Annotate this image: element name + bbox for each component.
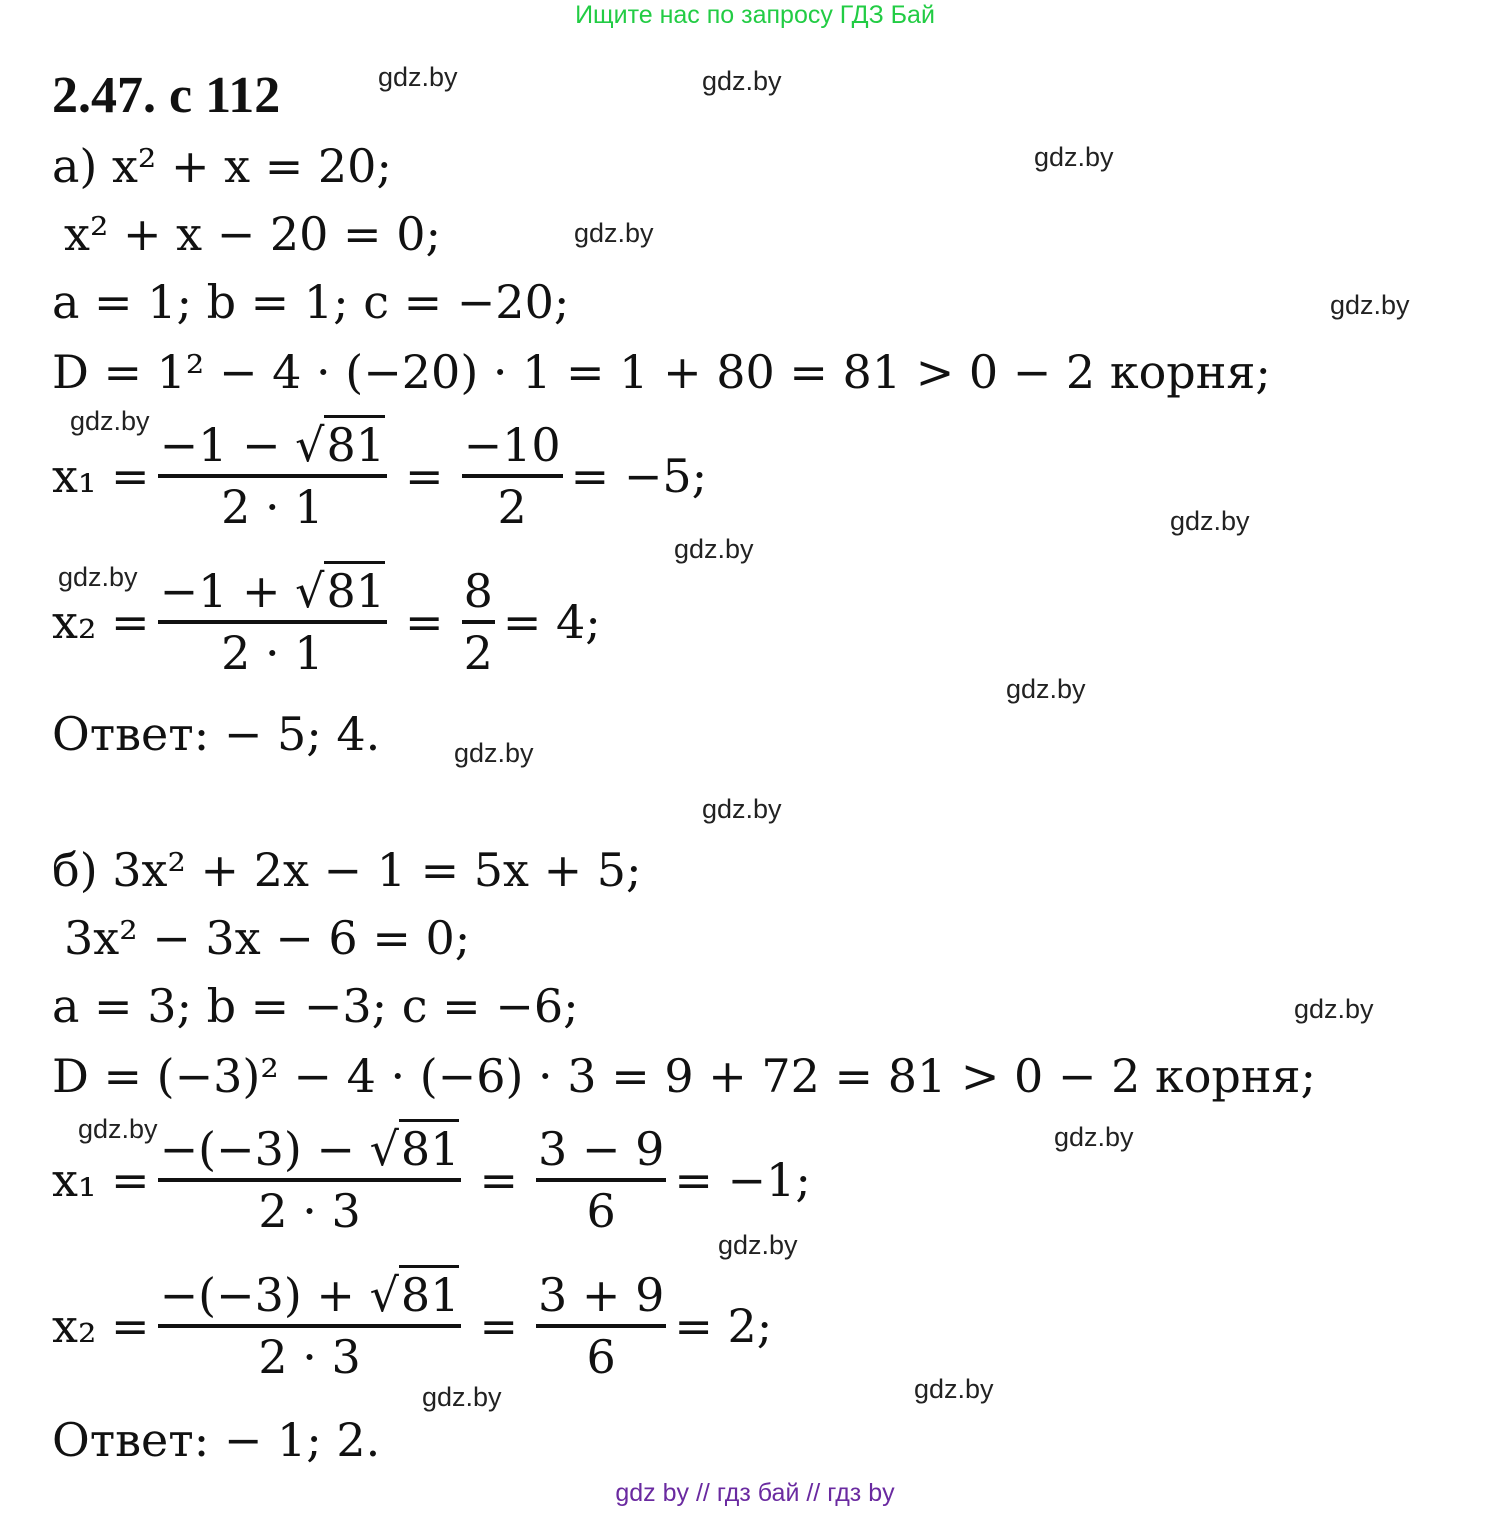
fraction: $\frac{-1 - √81}{2 \cdot 1}$	[158, 418, 387, 534]
watermark: gdz.by	[702, 66, 782, 96]
watermark: gdz.by	[1054, 1122, 1134, 1152]
root-result: = −1;	[674, 1153, 811, 1207]
root-label: x₂ =	[52, 1299, 150, 1353]
watermark: gdz.by	[574, 218, 654, 248]
denominator: 2	[463, 626, 493, 680]
sqrt-value: 81	[324, 415, 385, 472]
watermark: gdz.by	[454, 738, 534, 768]
part-a-root-1: x₁ = $\frac{-1 - √81}{2 \cdot 1}$ = $\frac{-10}{2}$ = −5;	[52, 418, 707, 534]
watermark: gdz.by	[70, 406, 150, 436]
fraction: $\frac{-(-3) + √81}{2 \cdot 3}$	[158, 1268, 462, 1384]
watermark: gdz.by	[1006, 674, 1086, 704]
root-label: x₁ =	[52, 449, 150, 503]
denominator: 2 · 1	[221, 626, 324, 680]
watermark: gdz.by	[1330, 290, 1410, 320]
numerator: −1 −	[159, 418, 296, 472]
denominator: 6	[586, 1184, 616, 1238]
numerator: −10	[463, 418, 561, 472]
part-a-answer: Ответ: − 5; 4.	[52, 707, 381, 761]
part-b-standard-form: 3x² − 3x − 6 = 0;	[64, 911, 471, 965]
part-b-discriminant: D = (−3)² − 4 · (−6) · 3 = 9 + 72 = 81 > 0 − 2 корня;	[52, 1049, 1317, 1103]
numerator: 8	[463, 564, 493, 618]
part-a-discriminant: D = 1² − 4 · (−20) · 1 = 1 + 80 = 81 > 0 − 2 корня;	[52, 345, 1271, 399]
fraction: $\frac{-(-3) - √81}{2 \cdot 3}$	[158, 1122, 462, 1238]
root-label: x₂ =	[52, 595, 150, 649]
watermark: gdz.by	[378, 62, 458, 92]
part-a-equation: а) x² + x = 20;	[52, 139, 392, 193]
root-label: x₁ =	[52, 1153, 150, 1207]
part-b-root-2: x₂ = $\frac{-(-3) + √81}{2 \cdot 3}$ = $\frac{3 + 9}{6}$ = 2;	[52, 1268, 772, 1384]
watermark: gdz.by	[1034, 142, 1114, 172]
root-result: = 2;	[674, 1299, 773, 1353]
sqrt-value: 81	[399, 1119, 460, 1176]
part-b-answer: Ответ: − 1; 2.	[52, 1413, 381, 1467]
denominator: 2 · 1	[221, 480, 324, 534]
part-a-coefficients: a = 1; b = 1; c = −20;	[52, 275, 570, 329]
watermark: gdz.by	[422, 1382, 502, 1412]
part-a-root-2: x₂ = $\frac{-1 + √81}{2 \cdot 1}$ = $\frac{8}{2}$ = 4;	[52, 564, 601, 680]
footer-links[interactable]: gdz by // гдз бай // гдз by	[615, 1479, 895, 1507]
numerator: −(−3) −	[159, 1122, 370, 1176]
watermark: gdz.by	[914, 1374, 994, 1404]
numerator: −1 +	[159, 564, 296, 618]
denominator: 2 · 3	[258, 1184, 361, 1238]
watermark: gdz.by	[1294, 994, 1374, 1024]
sqrt-value: 81	[324, 561, 385, 618]
numerator: 3 + 9	[538, 1268, 665, 1322]
exercise-title: 2.47. с 112	[52, 67, 281, 124]
fraction: $\frac{-1 + √81}{2 \cdot 1}$	[158, 564, 387, 680]
fraction	[462, 564, 495, 680]
part-b-equation: б) 3x² + 2x − 1 = 5x + 5;	[52, 843, 642, 897]
numerator: 3 − 9	[538, 1122, 665, 1176]
watermark: gdz.by	[674, 534, 754, 564]
root-result: = 4;	[502, 595, 601, 649]
watermark: gdz.by	[702, 794, 782, 824]
root-result: = −5;	[570, 449, 708, 503]
denominator: 2	[497, 480, 527, 534]
fraction	[462, 418, 563, 534]
denominator: 6	[586, 1330, 616, 1384]
watermark: gdz.by	[718, 1230, 798, 1260]
watermark: gdz.by	[58, 562, 138, 592]
part-b-coefficients: a = 3; b = −3; c = −6;	[52, 979, 579, 1033]
watermark: gdz.by	[78, 1114, 158, 1144]
part-a-standard-form: x² + x − 20 = 0;	[64, 207, 441, 261]
part-b-root-1: x₁ = $\frac{-(-3) - √81}{2 \cdot 3}$ = $\frac{3 - 9}{6}$ = −1;	[52, 1122, 811, 1238]
fraction	[536, 1122, 666, 1238]
fraction	[536, 1268, 666, 1384]
search-hint-link[interactable]: Ищите нас по запросу ГДЗ Бай	[575, 1, 935, 29]
denominator: 2 · 3	[258, 1330, 361, 1384]
numerator: −(−3) +	[159, 1268, 370, 1322]
sqrt-value: 81	[399, 1265, 460, 1322]
watermark: gdz.by	[1170, 506, 1250, 536]
